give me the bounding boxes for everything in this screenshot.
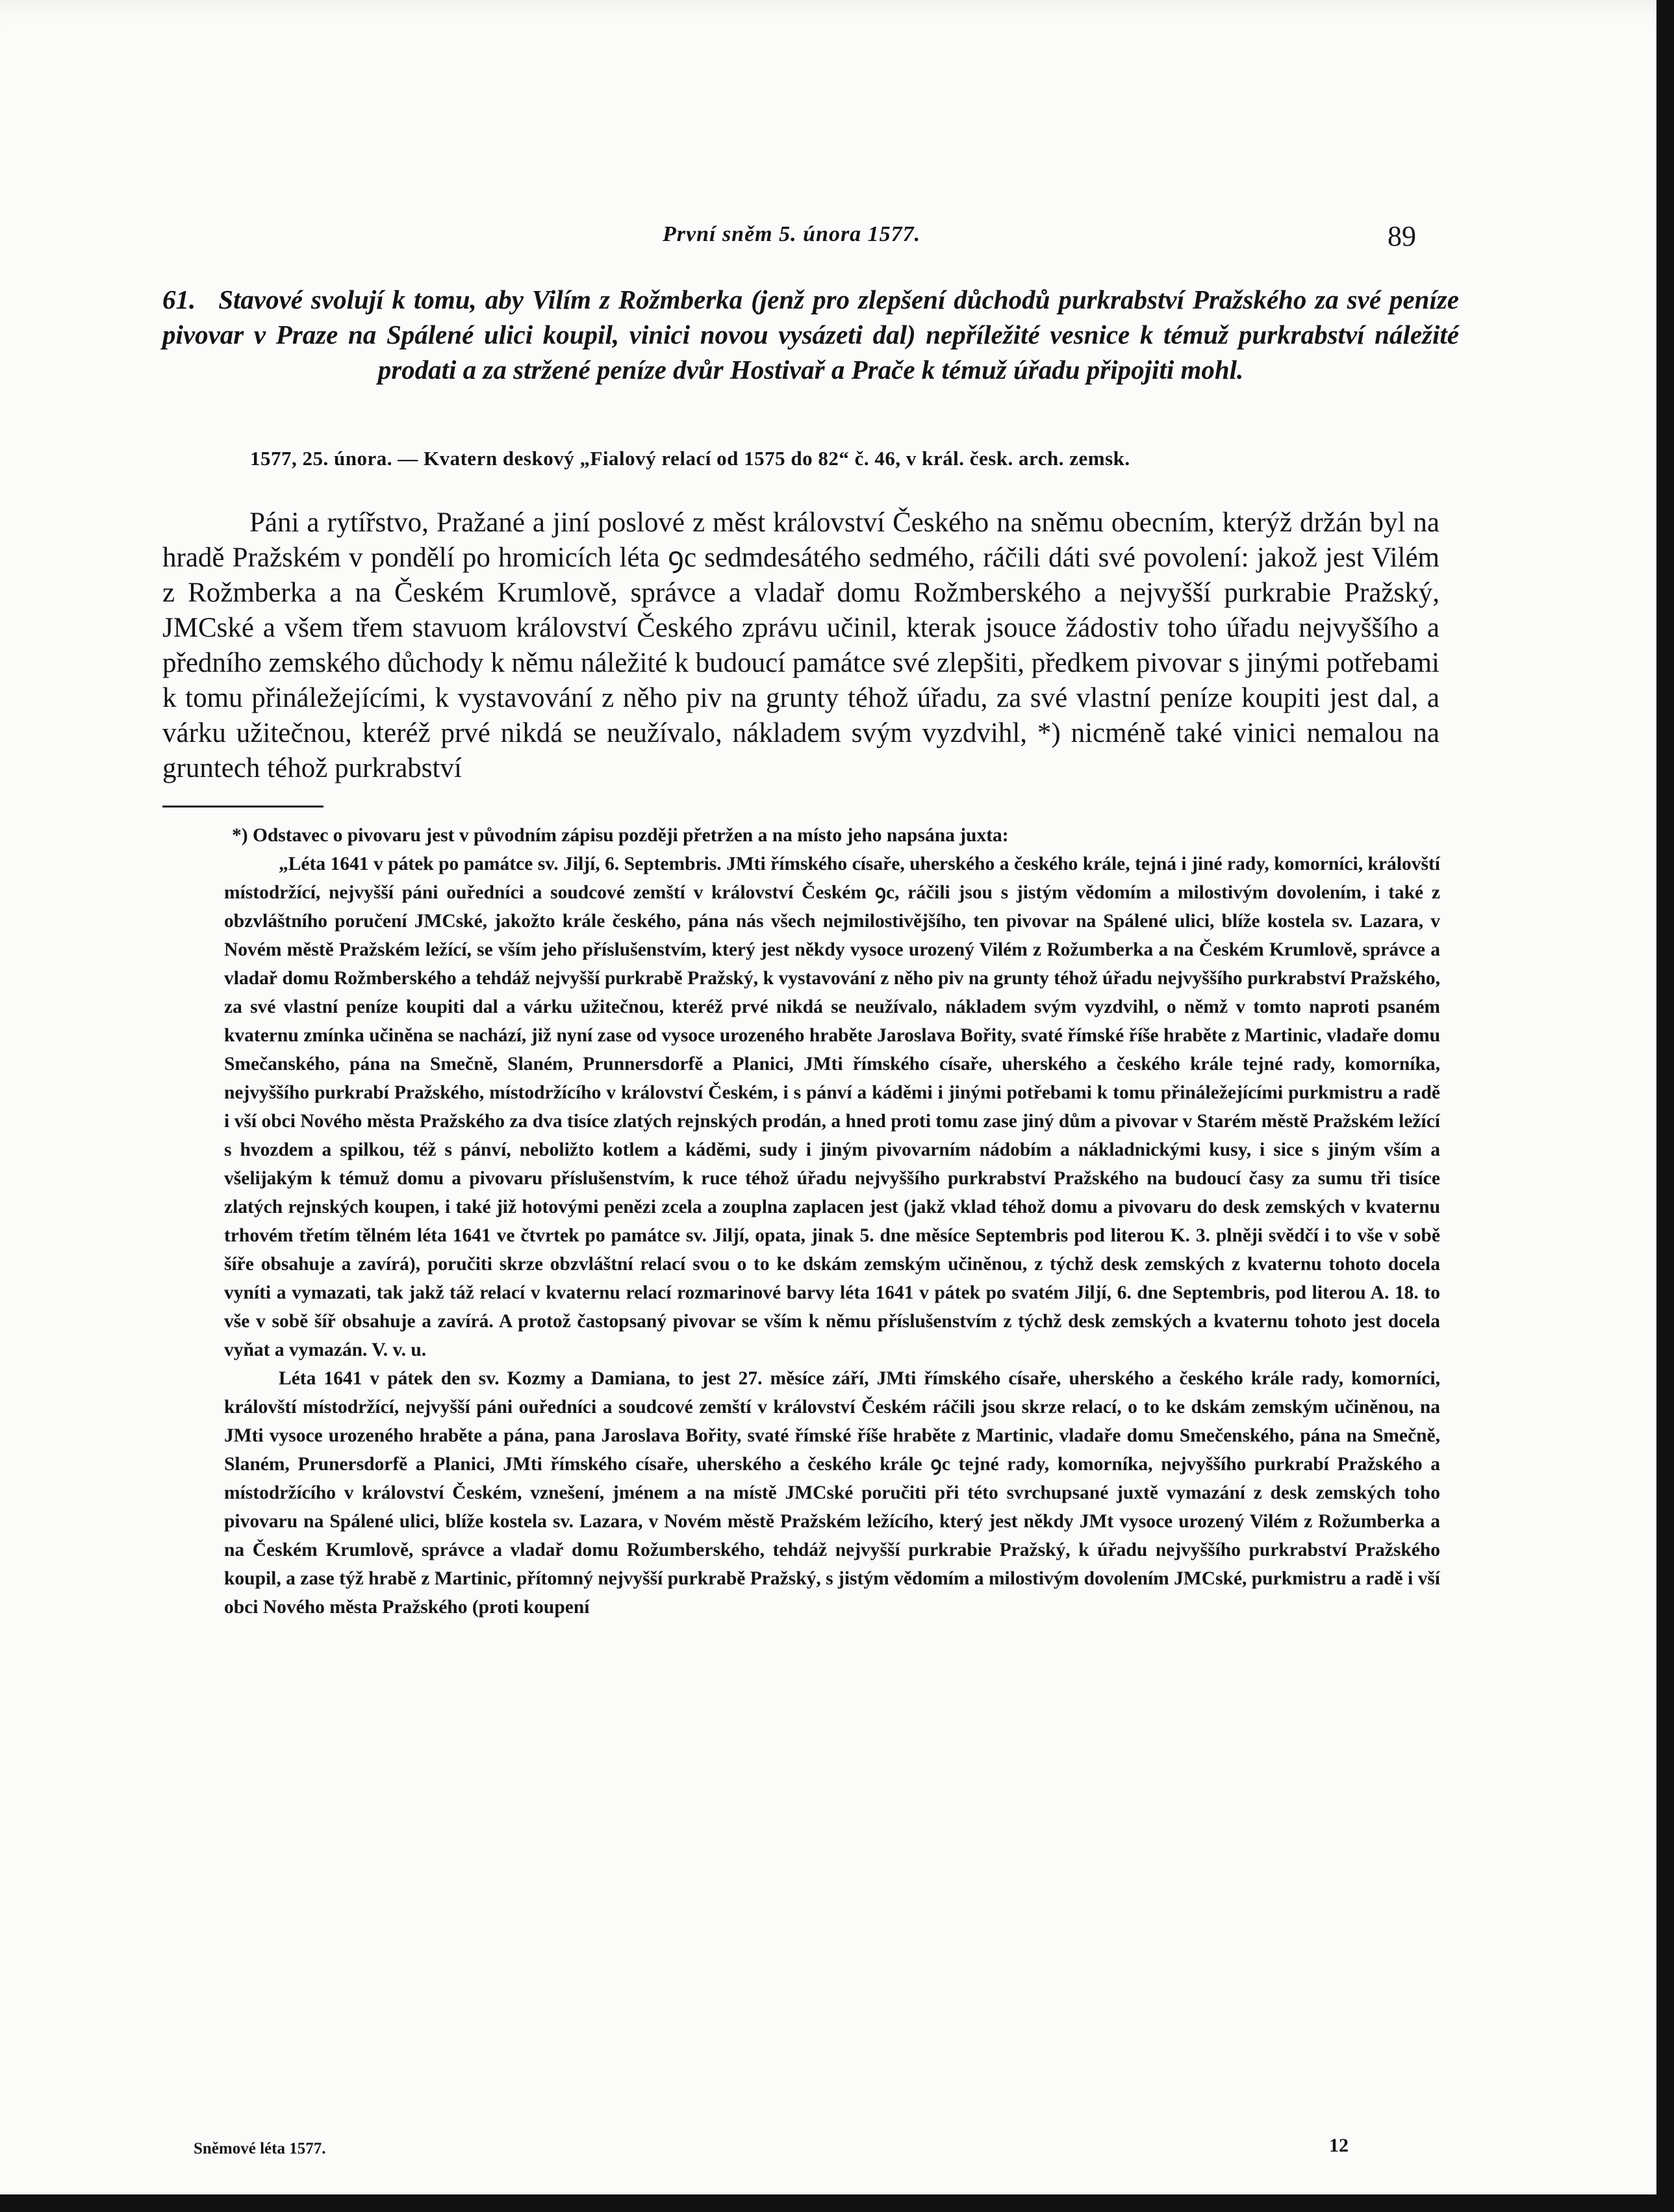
main-paragraph: Páni a rytířstvo, Pražané a jiní poslové z měst království Českého na sněmu obecním, kterýž držán byl na hradě Pražském v pondělí po hromicích léta ꝯc sedmdesátého sedmého, ráčili dáti své povolení: jakož jest Vilém z Rožmberka a na Českém Krumlově, správce a vladař domu Rožmberského a nejvyšší purkrabie Pražský, JMCské a všem třem stavuom království Českého zprávu učinil, kterak jsouce žádostiv toho úřadu nejvyššího a předního zemského důchody k němu náležité k budoucí památce své zlepšiti, předkem pivovar s jinými potřebami k tomu přináležejícími, k vystavování z něho piv na grunty téhož úřadu, za své vlastní peníze koupiti jest dal, a várku užitečnou, kteréž prvé nikdá se neužívalo, nákladem svým vyzdvihl, *) nicméně také vinici nemalou na gruntech téhož purkrabství: [162, 507, 1439, 783]
running-head: [0, 220, 1656, 259]
footnote-rule: [162, 806, 323, 807]
footnote-paragraph-1: „Léta 1641 v pátek po památce sv. Jiljí, 6. Septembris. JMti římského císaře, uherského a českého krále, tejná i jiné rady, komorníci, královští místodržící, nejvyšší páni ouředníci a soudcové zemští v království Českém ꝯc, ráčili jsou s jistým vědomím a milostivým dovolením, i také z obzvláštního poručení JMCské, jakožto krále českého, pána nás všech nejmilostivějšího, ten pivovar na Spálené ulici, blíže kostela sv. Lazara, v Novém městě Pražském ležící, se vším jeho příslušenstvím, který jest někdy vysoce urozený Vilém z Rožumberka a na Českém Krumlově, správce a vladař domu Rožmberského a tehdáž nejvyšší purkrabě Pražský, k vystavování z něho piv na grunty téhož úřadu nejvyššího purkrabství Pražského, za své vlastní peníze koupiti dal a várku užitečnou, kteréž prvé nikdá se neužívalo, nákladem svým vyzdvihl, o němž v tomto naproti psaném kvaternu zmínka učiněna se nachází, již nyní zase od vysoce urozeného hraběte Jaroslava Bořity, svaté římské říše hraběte z Martinic, vladaře domu Smečanského, pána na Smečně, Slaném, Prunnersdorfě a Planici, JMti římského císaře, uherského a českého krále tejné rady, komorníka, nejvyššího purkrabí Pražského, místodržícího v království Českém, i s pánví a káděmi i jinými potřebami k tomu přináležejícími purkmistru a radě i vší obci Nového města Pražského za dva tisíce zlatých rejnských prodán, a hned proti tomu zase jiný dům a pivovar v Starém městě Pražském ležící s hvozdem a spilkou, též s pánví, neboližto kotlem a káděmi, sudy i jiným pivovarním nádobím a nákladnickými kusy, i sice s jiným vším a všelijakým k témuž domu a pivovaru příslušenstvím, k ruce téhož úřadu nejvyššího purkrabství Pražského na budoucí časy za sumu tři tisíce zlatých rejnských koupen, i také již hotovými penězi zcela a zouplna zaplacen jest (jakž vklad téhož domu a pivovaru do desk zemských v kvaternu trhovém třetím tělném léta 1641 ve čtvrtek po památce sv. Jiljí, opata, jinak 5. dne měsíce Septembris pod literou K. 3. plněji svědčí i to vše v sobě šíře obsahuje a zavírá), poručiti skrze obzvláštní relací svou o to ke dskám zemským učiněnou, z týchž desk zemských z kvaternu tohoto docela vyníti a vymazati, tak jakž táž relací v kvaternu relací rozmarinové barvy léta 1641 v pátek po svatém Jiljí, 6. dne Septembris, pod literou A. 18. to vše v sobě šíř obsahuje a zavírá. A protož častopsaný pivovar se vším k němu příslušenstvím z týchž desk zemských a kvaternu tohoto jest docela vyňat a vymazán. V. v. u.: [224, 854, 1440, 1360]
sheet-number: 12: [1329, 2135, 1349, 2156]
section-number: 61.: [162, 285, 196, 314]
running-title: První sněm 5. února 1577.: [663, 222, 921, 246]
footnote-paragraph-2: Léta 1641 v pátek den sv. Kozmy a Damiana, to jest 27. měsíce září, JMti římského císaře, uherského a českého krále rady, komorníci, královští místodržící, nejvyšší páni ouředníci a soudcové zemští v království Českém ráčili jsou skrze relací, o to ke dskám zemským učiněnou, na JMti vysoce urozeného hraběte a pána, pana Jaroslava Bořity, svaté římské říše hraběte z Martinic, vladaře domu Smečenského, pána na Smečně, Slaném, Prunersdorfě a Planici, JMti římského císaře, uherského a českého krále ꝯc tejné rady, komorníka, nejvyššího purkrabí Pražského a místodržícího v království Českém, vznešení, jménem a na místě JMCské poručiti při této svrchupsané juxtě vymazání z desk zemských toho pivovaru na Spálené ulici, blíže kostela sv. Lazara, v Novém městě Pražském ležícího, který jest někdy JMt vysoce urozený Vilém z Rožumberka a na Českém Krumlově, správce a vladař domu Rožumberského, tehdáž nejvyšší purkrabie Pražský, k úřadu nejvyššího purkrabství Pražského koupil, a zase týž hrabě z Martinic, přítomný nejvyšší purkrabě Pražský, s jistým vědomím a milostivým dovolením JMCské, purkmistru a radě i vší obci Nového města Pražského (proti koupení: [224, 1368, 1440, 1618]
page-number: 89: [1388, 220, 1416, 252]
signature-mark: Sněmové léta 1577.: [194, 2140, 326, 2157]
section-heading-text: Stavové svolují k tomu, aby Vilím z Rožmberka (jenž pro zlepšení důchodů purkrabství Pražského za své peníze pivovar v Praze na Spálené ulici koupil, vinici novou vysázeti dal) nepříležité vesnice k témuž purkrabství náležité prodati a za stržené peníze dvůr Hostivař a Prače k témuž úřadu připojiti mohl.: [162, 285, 1460, 385]
section-heading: [162, 282, 1459, 387]
footnote: [224, 821, 1440, 1621]
source-citation: 1577, 25. února. — Kvatern deskový „Fialový relací od 1575 do 82“ č. 46, v král. česk. arch. zemsk.: [250, 447, 1130, 470]
footnote-intro: *) Odstavec o pivovaru jest v původním zápisu později přetržen a na místo jeho napsána juxta:: [232, 825, 1009, 846]
